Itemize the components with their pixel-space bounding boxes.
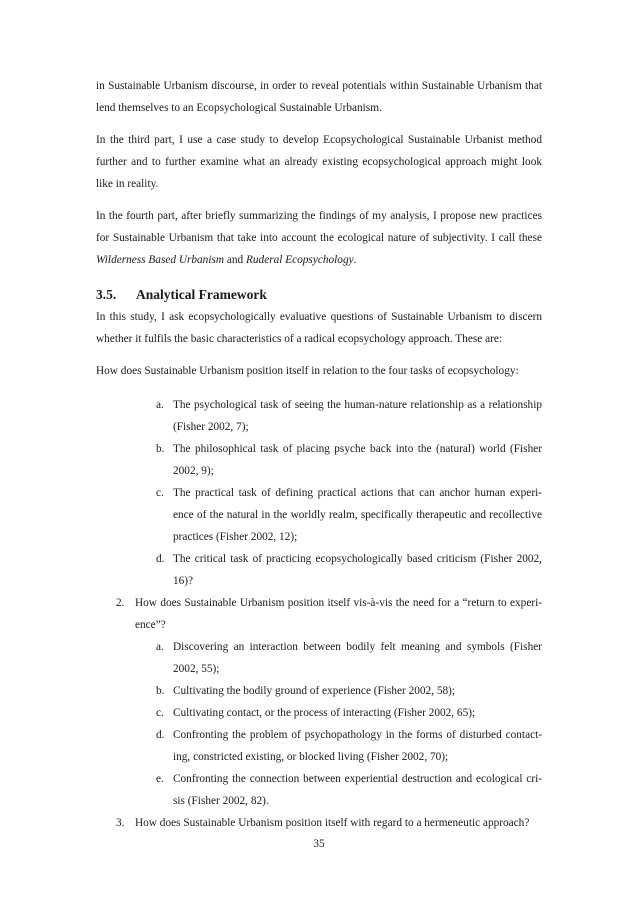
framework-intro-line-2: whether it fulfils the basic characteristics of a radical ecopsychology approach. These are: (96, 333, 502, 345)
question-1: How does Sustainable Urbanism position itself in relation to the four tasks of ecopsychology: (96, 365, 519, 377)
experience-d-line-2: ing, constricted existing, or blocked living (Fisher 2002, 70); (173, 751, 449, 763)
experience-e-line-1: Confronting the connection between experiential destruction and ecological cri- (173, 773, 542, 785)
list-marker: a. (156, 641, 164, 653)
experience-e-line-2: sis (Fisher 2002, 82). (173, 795, 269, 807)
page-number: 35 (313, 838, 325, 850)
task-a-line-2: (Fisher 2002, 7); (173, 421, 249, 433)
fourth-part-line-2: for Sustainable Urbanism that take into account the ecological nature of subjectivity. I call these (96, 232, 542, 244)
section-title: Analytical Framework (136, 287, 267, 302)
task-a-line-1: The psychological task of seeing the human-nature relationship as a relationship (173, 399, 542, 411)
task-c-line-3: practices (Fisher 2002, 12); (173, 531, 298, 543)
list-marker: 2. (116, 597, 125, 609)
list-marker: d. (156, 553, 165, 565)
task-d-line-2: 16)? (173, 575, 194, 587)
list-marker: c. (156, 707, 164, 719)
third-part-line-1: In the third part, I use a case study to develop Ecopsychological Sustainable Urbanist method (96, 134, 542, 146)
task-d-line-1: The critical task of practicing ecopsychologically based criticism (Fisher 2002, (173, 553, 542, 565)
fourth-part-line-1: In the fourth part, after briefly summarizing the findings of my analysis, I propose new practices (96, 210, 542, 222)
list-marker: d. (156, 729, 165, 741)
sentence-end: . (353, 254, 357, 266)
framework-intro-line-1: In this study, I ask ecopsychologically evaluative questions of Sustainable Urbanism to discern (96, 311, 542, 323)
question-2-line-2: ence”? (135, 619, 166, 631)
list-marker: 3. (116, 817, 125, 829)
intro-line-1: in Sustainable Urbanism discourse, in order to reveal potentials within Sustainable Urbanism that (96, 80, 542, 92)
term-ruderal-ecopsychology: Ruderal Ecopsychology (246, 254, 354, 266)
task-b-line-1: The philosophical task of placing psyche back into the (natural) world (Fisher (173, 443, 542, 455)
list-marker: c. (156, 487, 164, 499)
task-c-line-1: The practical task of defining practical actions that can anchor human experi- (173, 487, 542, 499)
experience-c-line-1: Cultivating contact, or the process of interacting (Fisher 2002, 65); (173, 707, 476, 719)
list-marker: a. (156, 399, 164, 411)
experience-d-line-1: Confronting the problem of psychopathology in the forms of disturbed contact- (173, 729, 542, 741)
experience-b-line-1: Cultivating the bodily ground of experience (Fisher 2002, 58); (173, 685, 456, 697)
task-c-line-2: ence of the natural in the worldly realm, specifically therapeutic and recollective (173, 509, 542, 521)
list-marker: b. (156, 685, 165, 697)
third-part-line-3: like in reality. (96, 178, 159, 190)
fourth-part-line-3 (96, 253, 542, 267)
section-heading (96, 287, 267, 303)
conjunction: and (224, 254, 246, 266)
term-wilderness-based-urbanism: Wilderness Based Urbanism (96, 254, 225, 266)
section-number: 3.5. (96, 287, 117, 302)
experience-a-line-2: 2002, 55); (173, 663, 220, 675)
task-b-line-2: 2002, 9); (173, 465, 214, 477)
list-marker: e. (156, 773, 164, 785)
third-part-line-2: further and to further examine what an already existing ecopsychological approach might look (96, 156, 542, 168)
question-3: How does Sustainable Urbanism position itself with regard to a hermeneutic approach? (135, 817, 530, 829)
intro-line-2: lend themselves to an Ecopsychological Sustainable Urbanism. (96, 102, 382, 114)
experience-a-line-1: Discovering an interaction between bodily felt meaning and symbols (Fisher (173, 641, 542, 653)
list-marker: b. (156, 443, 165, 455)
question-2-line-1: How does Sustainable Urbanism position itself vis-à-vis the need for a “return to experi- (135, 597, 542, 609)
